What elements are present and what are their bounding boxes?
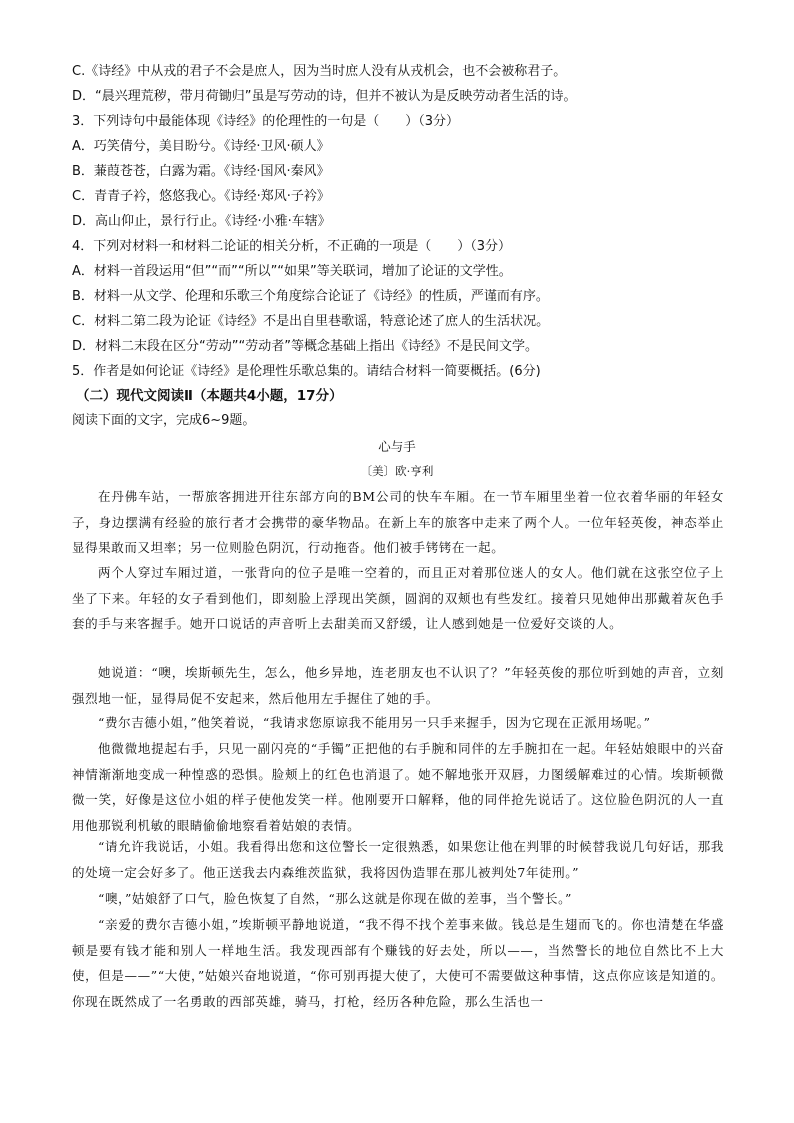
story-paragraph-3: 她说道：“噢，埃斯顿先生，怎么，他乡异地，连老朋友也不认识了？”年轻英俊的那位听到她的声音，立刻强烈地一怔，显得局促不安起来，然后他用左手握住了她的手。: [72, 665, 724, 706]
question-2-option-c: C.《诗经》中从戎的君子不会是庶人，因为当时庶人没有从戎机会，也不会被称君子。: [72, 64, 567, 79]
section-heading: （二）现代文阅读Ⅱ（本题共4小题，17分）: [76, 388, 343, 404]
story-paragraph-4: “费尔吉德小姐，”他笑着说，“我请求您原谅我不能用另一只手来握手，因为它现在正派用场呢。”: [98, 715, 651, 730]
question-2-option-d: D．“晨兴理荒秽，带月荷锄归”虽是写劳动的诗，但并不被认为是反映劳动者生活的诗。: [72, 89, 577, 104]
question-4-option-c: C．材料二第二段为论证《诗经》不是出自里巷歌谣，特意论述了庶人的生活状况。: [72, 314, 550, 329]
question-4-option-b: B．材料一从文学、伦理和乐歌三个角度综合论证了《诗经》的性质，严谨而有序。: [72, 289, 549, 304]
question-3-option-b: B．蒹葭苍苍，白露为霜。《诗经·国风·秦风》: [72, 164, 330, 179]
question-4-option-a: A．材料一首段运用“但”“而”“所以”“如果”等关联词，增加了论证的文学性。: [72, 264, 512, 279]
question-3-stem: 3．下列诗句中最能体现《诗经》的伦理性的一句是（ ）（3分）: [72, 114, 460, 129]
story-paragraph-7: “噢，”姑娘舒了口气，脸色恢复了自然，“那么这就是你现在做的差事，当个警长。”: [98, 891, 572, 906]
reading-instruction: 阅读下面的文字，完成6~9题。: [72, 413, 256, 428]
question-3-option-d: D．高山仰止，景行行止。《诗经·小雅·车辖》: [72, 214, 331, 229]
question-4-option-d: D．材料二末段在区分“劳动”“劳动者”等概念基础上指出《诗经》不是民间文学。: [72, 339, 538, 354]
story-paragraph-6: “请允许我说话，小姐。我看得出您和这位警长一定很熟悉，如果您让他在判罪的时候替我说几句好话，那我的处境一定会好多了。他正送我去内森维茨监狱，我将因伪造罪在那儿被判处7年徒刑。”: [72, 839, 724, 880]
story-paragraph-1: 在丹佛车站，一帮旅客拥进开往东部方向的BM公司的快车车厢。在一节车厢里坐着一位衣着华丽的年轻女子，身边摆满有经验的旅行者才会携带的豪华物品。在新上车的旅客中走来了两个人。一位年轻英俊，神态举止显得果敢而又坦率；另一位则脸色阴沉，行动拖沓。他们被手铐铐在一起。: [72, 489, 724, 555]
question-3-option-c: C．青青子衿，悠悠我心。《诗经·郑风·子衿》: [72, 189, 330, 204]
question-3-option-a: A．巧笑倩兮，美目盼兮。《诗经·卫风·硕人》: [72, 139, 330, 154]
story-paragraph-5: 他微微地提起右手，只见一副闪亮的“手镯”正把他的右手腕和同伴的左手腕扣在一起。年轻姑娘眼中的兴奋神情渐渐地变成一种惶惑的恐惧。脸颊上的红色也消退了。她不解地张开双唇，力图缓解难过的心情。埃斯顿微微一笑，好像是这位小姐的样子使他发笑一样。他刚要开口解释，他的同伴抢先说话了。这位脸色阴沉的人一直用他那锐利机敏的眼睛偷偷地察看着姑娘的表情。: [72, 741, 724, 833]
story-author: 〔美〕欧·亨利: [360, 464, 434, 478]
story-paragraph-8: “亲爱的费尔吉德小姐，”埃斯顿平静地说道，“我不得不找个差事来做。钱总是生翅而飞的。你也清楚在华盛顿是要有钱才能和别人一样地生活。我发现西部有个赚钱的好去处，所以——，当然警长的地位自然比不上大使，但是——”“大使，”姑娘兴奋地说道，“你可别再提大使了，大使可不需要做这种事情，这点你应该是知道的。你现在既然成了一名勇敢的西部英雄，骑马，打枪，经历各种危险，那么生活也一: [72, 917, 724, 1009]
question-5-stem: 5．作者是如何论证《诗经》是伦理性乐歌总集的。请结合材料一简要概括。(6分): [72, 364, 541, 379]
story-paragraph-2: 两个人穿过车厢过道，一张背向的位子是唯一空着的，而且正对着那位迷人的女人。他们就在这张空位子上坐了下来。年轻的女子看到他们，即刻脸上浮现出笑颜，圆润的双颊也有些发红。接着只见她伸出那戴着灰色手套的手与来客握手。她开口说话的声音听上去甜美而又舒缓，让人感到她是一位爱好交谈的人。: [72, 565, 724, 631]
question-4-stem: 4．下列对材料一和材料二论证的相关分析，不正确的一项是（ ）（3分）: [72, 239, 512, 254]
story-title: 心与手: [378, 439, 416, 454]
